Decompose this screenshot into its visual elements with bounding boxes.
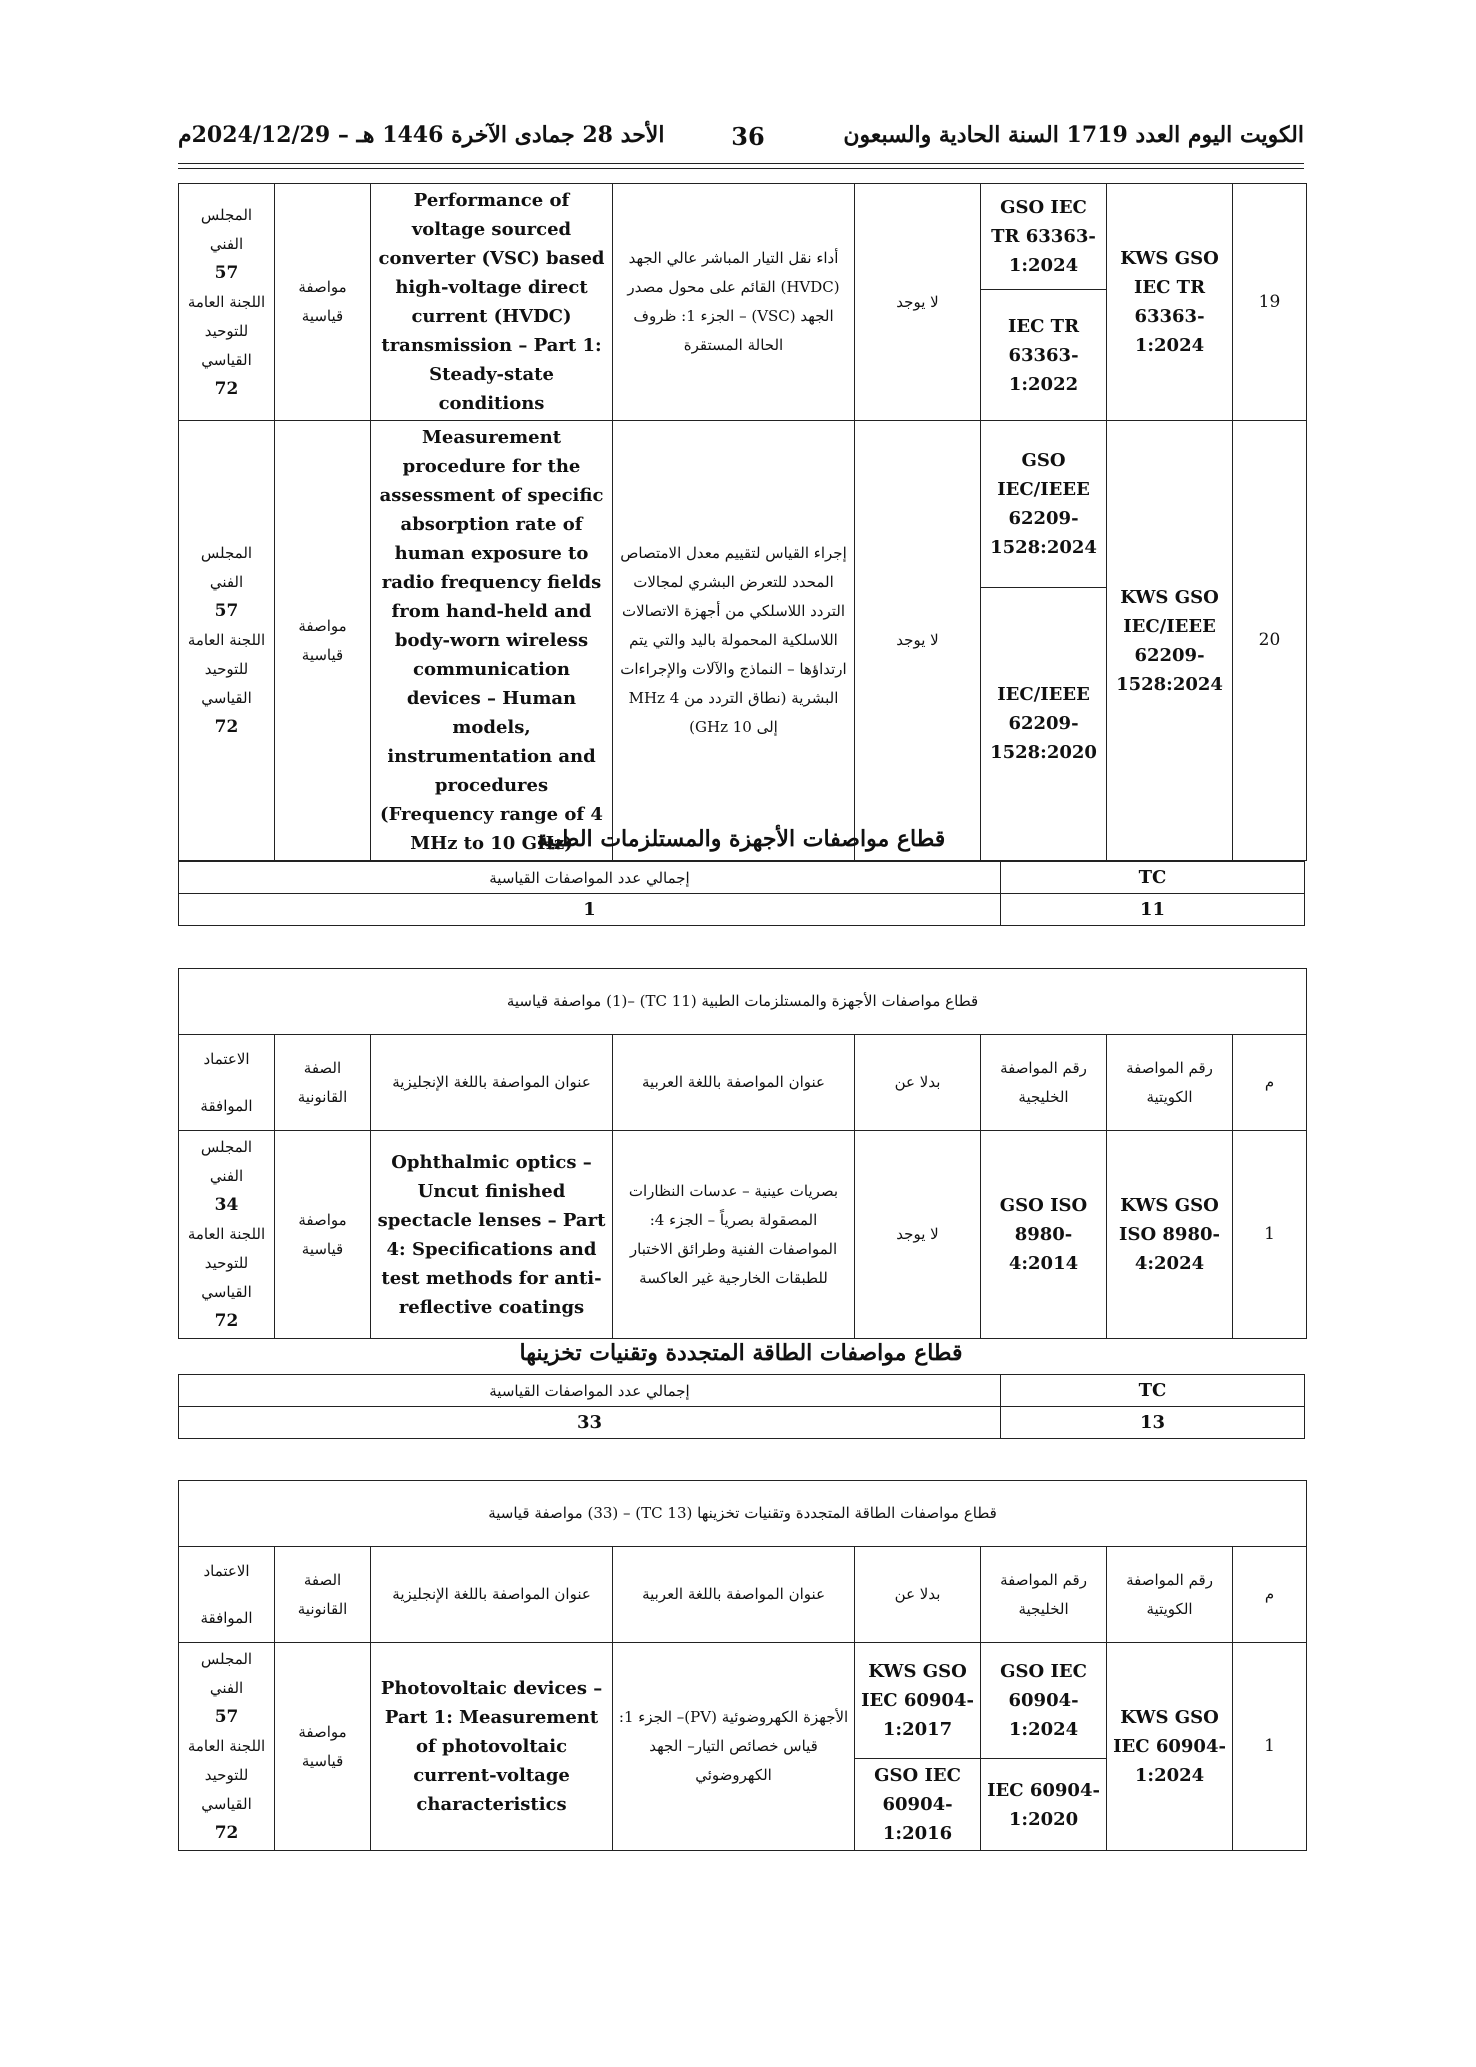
kws-number: KWS GSO IEC/IEEE 62209-1528:2024: [1107, 421, 1233, 861]
row-number: 20: [1233, 421, 1307, 861]
gazette-date: الأحد 28 جمادى الآخرة 1446 هـ – 2024/12/29م: [178, 122, 665, 148]
table-title-row: [179, 1481, 1307, 1547]
summary-header-row: [179, 862, 1305, 894]
page-header: [178, 118, 1304, 156]
table-row: [179, 1643, 1307, 1759]
approval-council: المجلس الفني: [200, 205, 253, 253]
approval: [179, 421, 275, 861]
total-label: إجمالي عدد المواصفات القياسية: [179, 1375, 1001, 1407]
approval: [179, 1643, 275, 1851]
approval-committee: اللجنة العامة للتوحيد القياسي: [187, 631, 266, 707]
sector-summary-renewable: [178, 1374, 1305, 1439]
col-header-title-en: عنوان المواصفة باللغة الإنجليزية: [371, 1547, 613, 1643]
approval: [179, 1131, 275, 1339]
title-arabic: بصريات عينية – عدسات النظارات المصقولة بصرياً – الجزء 4: المواصفات الفنية وطرائق الاختبار للطبقات الخارجية غير العاكسة: [613, 1131, 855, 1339]
sector-summary-medical: [178, 861, 1305, 926]
title-arabic: أداء نقل التيار المباشر عالي الجهد (HVDC) القائم على محول مصدر الجهد (VSC) – الجزء 1: ظروف الحالة المستقرة: [613, 184, 855, 421]
table-header-row: [179, 1035, 1307, 1131]
approval-council: المجلس الفني: [200, 1650, 253, 1697]
table-title-row: [179, 969, 1307, 1035]
approval-header-line1: الاعتماد: [203, 1561, 250, 1580]
legal-status: مواصفة قياسية: [275, 421, 371, 861]
approval-committee-number: 72: [214, 1823, 239, 1843]
sector-heading-medical: قطاع مواصفات الأجهزة والمستلزمات الطبية: [536, 826, 946, 852]
legal-status: مواصفة قياسية: [275, 1131, 371, 1339]
replaces: لا يوجد: [855, 184, 981, 421]
col-header-legal: الصفة القانونية: [275, 1035, 371, 1131]
row-number: 19: [1233, 184, 1307, 421]
approval-council-number: 34: [214, 1195, 239, 1215]
total-value: 1: [179, 894, 1001, 926]
col-header-kws: رقم المواصفة الكويتية: [1107, 1035, 1233, 1131]
gso-number: GSO IEC TR 63363-1:2024: [981, 184, 1107, 290]
total-label: إجمالي عدد المواصفات القياسية: [179, 862, 1001, 894]
title-arabic: الأجهزة الكهروضوئية (PV)– الجزء 1: قياس خصائص التيار– الجهد الكهروضوئي: [613, 1643, 855, 1851]
col-header-approval: [179, 1547, 275, 1643]
kws-number: KWS GSO ISO 8980-4:2024: [1107, 1131, 1233, 1339]
col-header-replaces: بدلا عن: [855, 1547, 981, 1643]
iec-number: IEC 60904-1:2020: [981, 1759, 1107, 1851]
title-english: Photovoltaic devices – Part 1: Measurement of photovoltaic current-voltage characteristics: [371, 1643, 613, 1851]
approval-council-number: 57: [214, 1707, 239, 1727]
col-header-kws: رقم المواصفة الكويتية: [1107, 1547, 1233, 1643]
title-english: Measurement procedure for the assessment of specific absorption rate of human exposure to radio frequency fields from hand-held and body-worn wireless communication devices – Human models, instrumentation and procedures (Frequency range of 4 MHz to 10 GHz): [371, 421, 613, 861]
table-header-row: [179, 1547, 1307, 1643]
approval-council-number: 57: [214, 262, 239, 283]
legal-status: مواصفة قياسية: [275, 1643, 371, 1851]
gso-number: GSO IEC/IEEE 62209-1528:2024: [981, 421, 1107, 588]
col-header-replaces: بدلا عن: [855, 1035, 981, 1131]
approval-council: المجلس الفني: [200, 1138, 253, 1185]
tc-value: 13: [1001, 1407, 1305, 1439]
gso-number: GSO ISO 8980-4:2014: [981, 1131, 1107, 1339]
row-number: 1: [1233, 1131, 1307, 1339]
summary-value-row: [179, 894, 1305, 926]
replaces: لا يوجد: [855, 1131, 981, 1339]
approval-header-line2: الموافقة: [200, 1608, 253, 1627]
table-row: [179, 421, 1307, 588]
col-header-gso: رقم المواصفة الخليجية: [981, 1547, 1107, 1643]
approval-committee: اللجنة العامة للتوحيد القياسي: [187, 1737, 266, 1813]
tc-label: TC: [1001, 1375, 1305, 1407]
col-header-title-ar: عنوان المواصفة باللغة العربية: [613, 1547, 855, 1643]
col-header-no: م: [1233, 1035, 1307, 1131]
title-arabic: إجراء القياس لتقييم معدل الامتصاص المحدد للتعرض البشري لمجالات التردد اللاسلكي من أجهزة الاتصالات اللاسلكية المحمولة باليد والتي يتم ارتداؤها – النماذج والآلات والإجراءات البشرية (نطاق التردد من 4 MHz إلى 10 GHz): [613, 421, 855, 861]
header-rule-2: [178, 168, 1304, 169]
standards-table-tc11: [178, 968, 1307, 1339]
col-header-legal: الصفة القانونية: [275, 1547, 371, 1643]
tc-label: TC: [1001, 862, 1305, 894]
approval-committee-number: 72: [214, 717, 239, 737]
table-row: [179, 184, 1307, 290]
col-header-title-ar: عنوان المواصفة باللغة العربية: [613, 1035, 855, 1131]
approval-council: المجلس الفني: [200, 544, 253, 591]
header-rule: [178, 163, 1304, 164]
title-english: Performance of voltage sourced converter (VSC) based high-voltage direct current (HVDC) transmission – Part 1: Steady-state conditions: [371, 184, 613, 421]
kws-number: KWS GSO IEC TR 63363-1:2024: [1107, 184, 1233, 421]
standards-table-continued: [178, 183, 1307, 861]
legal-status: مواصفة قياسية: [275, 184, 371, 421]
kws-number: KWS GSO IEC 60904-1:2024: [1107, 1643, 1233, 1851]
iec-number: IEC/IEEE 62209-1528:2020: [981, 587, 1107, 860]
sector-heading-renewable: قطاع مواصفات الطاقة المتجددة وتقنيات تخزينها: [519, 1340, 963, 1366]
approval: [179, 184, 275, 421]
table-title: قطاع مواصفات الأجهزة والمستلزمات الطبية (TC 11) –(1) مواصفة قياسية: [179, 969, 1307, 1035]
col-header-approval: [179, 1035, 275, 1131]
gso-number: GSO IEC 60904-1:2024: [981, 1643, 1107, 1759]
page-number: 36: [731, 122, 765, 151]
approval-council-number: 57: [214, 601, 239, 621]
approval-committee-number: 72: [214, 378, 239, 399]
summary-value-row: [179, 1407, 1305, 1439]
approval-committee: اللجنة العامة للتوحيد القياسي: [187, 1225, 266, 1301]
tc-value: 11: [1001, 894, 1305, 926]
col-header-title-en: عنوان المواصفة باللغة الإنجليزية: [371, 1035, 613, 1131]
replaces: لا يوجد: [855, 421, 981, 861]
approval-committee-number: 72: [214, 1311, 239, 1331]
table-row: [179, 1131, 1307, 1339]
gazette-issue: الكويت اليوم العدد 1719 السنة الحادية والسبعون: [843, 122, 1304, 148]
total-value: 33: [179, 1407, 1001, 1439]
title-english: Ophthalmic optics – Uncut finished spectacle lenses – Part 4: Specifications and test methods for anti-reflective coatings: [371, 1131, 613, 1339]
standards-table-tc13: [178, 1480, 1307, 1851]
iec-number: IEC TR 63363-1:2022: [981, 290, 1107, 421]
approval-header-line1: الاعتماد: [203, 1049, 250, 1068]
row-number: 1: [1233, 1643, 1307, 1851]
table-title: قطاع مواصفات الطاقة المتجددة وتقنيات تخزينها (TC 13) – (33) مواصفة قياسية: [179, 1481, 1307, 1547]
approval-committee: اللجنة العامة للتوحيد القياسي: [187, 292, 266, 369]
summary-header-row: [179, 1375, 1305, 1407]
replaces-kws: KWS GSO IEC 60904-1:2017: [855, 1643, 981, 1759]
approval-header-line2: الموافقة: [200, 1096, 253, 1115]
replaces-gso: GSO IEC 60904-1:2016: [855, 1759, 981, 1851]
col-header-gso: رقم المواصفة الخليجية: [981, 1035, 1107, 1131]
col-header-no: م: [1233, 1547, 1307, 1643]
